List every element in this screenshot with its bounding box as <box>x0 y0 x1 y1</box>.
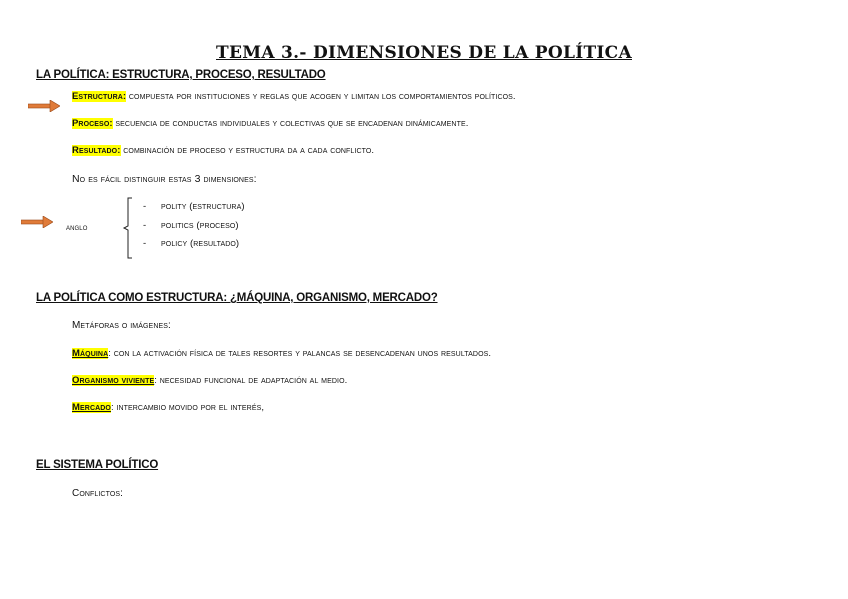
term-resultado: Resultado: <box>72 145 121 156</box>
bullet-dash: - <box>143 238 147 249</box>
section-heading-structure: LA POLÍTICA: ESTRUCTURA, PROCESO, RESULTADO <box>36 69 326 81</box>
section-heading-structure-metaphors: LA POLÍTICA COMO ESTRUCTURA: ¿MÁQUINA, ORGANISMO, MERCADO? <box>36 292 438 304</box>
term-proceso: Proceso: <box>72 118 113 129</box>
metaphors-intro: Metáforas o imágenes: <box>72 320 171 331</box>
def-mercado: : intercambio movido por el interés, <box>110 402 265 413</box>
anglo-item-politics <box>143 220 239 231</box>
anglo-item-policy <box>143 238 239 249</box>
item-mercado <box>72 402 264 413</box>
left-brace-icon <box>122 196 134 260</box>
arrow-right-icon <box>21 216 53 228</box>
def-estructura: compuesta por instituciones y reglas que acogen y limitan los comportamientos políticos. <box>126 91 516 102</box>
term-estructura: Estructura: <box>72 91 127 102</box>
def-organismo: : necesidad funcional de adaptación al medio. <box>154 375 348 386</box>
anglo-item-text: polity (estructura) <box>161 201 245 212</box>
item-resultado <box>72 145 374 156</box>
anglo-item-polity <box>143 201 245 212</box>
dimensions-note: No es fácil distinguir estas 3 dimensiones: <box>72 173 257 185</box>
bullet-dash: - <box>143 201 147 212</box>
def-maquina: : con la activación física de tales resortes y palancas se desencadenan unos resultados. <box>108 348 492 359</box>
term-maquina: Máquina <box>72 348 109 359</box>
item-proceso <box>72 118 468 129</box>
arrow-right-icon <box>28 100 60 112</box>
conflicts-intro: Conflictos: <box>72 488 124 499</box>
item-organismo <box>72 375 347 386</box>
term-organismo: Organismo viviente <box>72 375 155 386</box>
item-maquina <box>72 348 491 359</box>
term-mercado: Mercado <box>72 402 111 413</box>
page-title: TEMA 3.- DIMENSIONES DE LA POLÍTICA <box>216 43 632 63</box>
item-estructura <box>72 91 516 102</box>
anglo-label: anglo <box>66 222 88 232</box>
def-resultado: combinación de proceso y estructura da a cada conflicto. <box>120 145 375 156</box>
bullet-dash: - <box>143 220 147 231</box>
def-proceso: secuencia de conductas individuales y colectivas que se encadenan dinámicamente. <box>112 118 469 129</box>
anglo-item-text: policy (resultado) <box>161 238 240 249</box>
section-heading-political-system: EL SISTEMA POLÍTICO <box>36 459 159 471</box>
anglo-item-text: politics (proceso) <box>161 220 239 231</box>
